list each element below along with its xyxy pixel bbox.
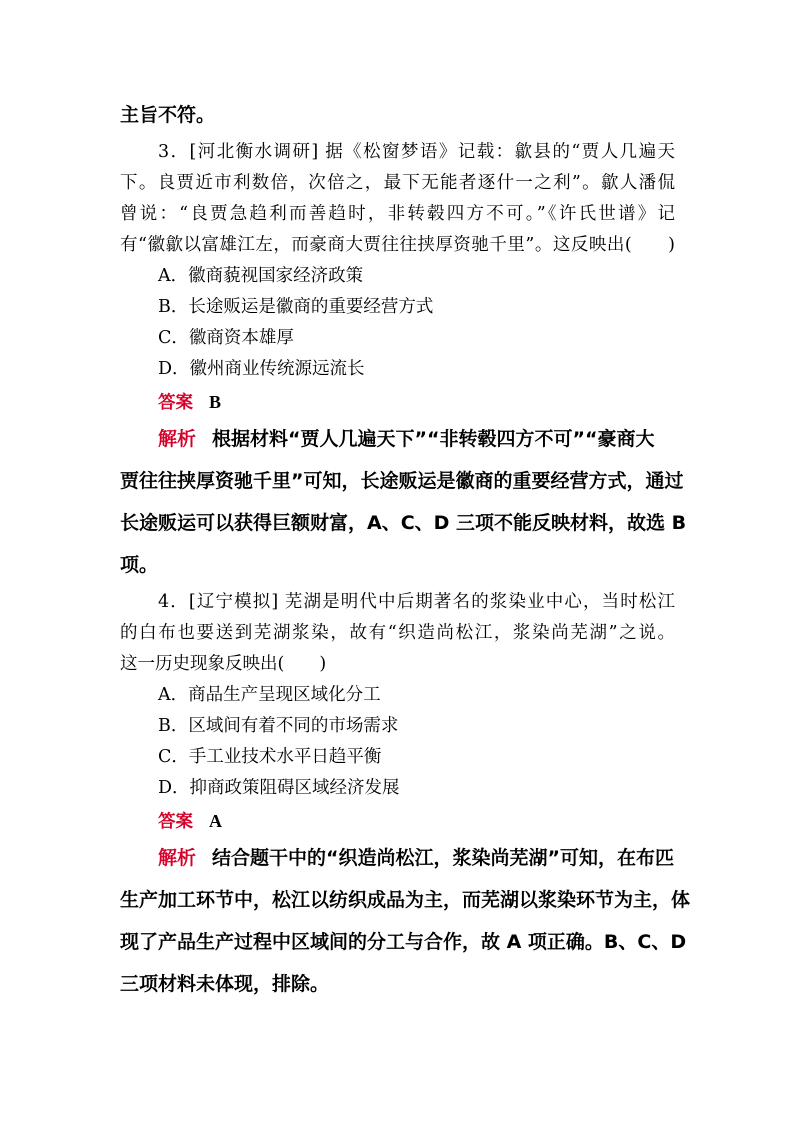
q4-option-a: A．商品生产呈现区域化分工 [158,685,381,705]
q3-analysis-line-1: 解析 根据材料“贾人几遍天下”“非转毂四方不可”“豪商大 [158,428,655,450]
q3-analysis-line-4: 项。 [120,554,159,576]
q4-analysis-line-1: 解析 结合题干中的“织造尚松江，浆染尚芜湖”可知，在布匹 [158,847,674,869]
q4-option-d: D．抑商政策阻碍区域经济发展 [158,778,400,798]
q3-stem-line-4: 有“徽歙以富雄江左，而豪商大贾往往挟厚资驰千里”。这反映出( ) [120,235,675,255]
q3-stem-line-3: 曾说：“良贾急趋利而善趋时，非转毂四方不可。”《许氏世谱》记 [120,204,675,224]
q3-option-c: C．徽商资本雄厚 [158,328,294,348]
q3-stem-line-1: 3．[河北衡水调研] 据《松窗梦语》记载：歙县的“贾人几遍天 [158,142,675,162]
q4-option-b: B．区域间有着不同的市场需求 [158,716,399,736]
analysis-label: 解析 [158,847,197,869]
q4-stem-line-2: 的白布也要送到芜湖浆染，故有“织造尚松江，浆染尚芜湖”之说。 [120,623,675,643]
q4-stem-line-3: 这一历史现象反映出( ) [120,654,327,674]
answer-value: B [209,392,222,412]
q3-analysis-line-3: 长途贩运可以获得巨额财富，A、C、D 三项不能反映材料，故选 B [120,512,687,534]
q3-option-b: B．长途贩运是徽商的重要经营方式 [158,297,434,317]
q3-stem-line-2: 下。良贾近市利数倍，次倍之，最下无能者逐什一之利”。歙人潘侃 [120,173,675,193]
answer-label: 答案 [158,812,193,832]
answer-value: A [209,811,222,831]
q4-option-c: C．手工业技术水平日趋平衡 [158,747,382,767]
previous-analysis-tail: 主旨不符。 [120,104,216,126]
q3-option-d: D．徽州商业传统源远流长 [158,359,365,379]
q3-analysis-line-2: 贾往往挟厚资驰千里”可知，长途贩运是徽商的重要经营方式，通过 [120,470,684,492]
q4-analysis-line-3: 现了产品生产过程中区域间的分工与合作，故 A 项正确。B、C、D [120,931,687,953]
q4-analysis-line-2: 生产加工环节中，松江以纺织成品为主，而芜湖以浆染环节为主，体 [120,889,691,911]
q4-answer [158,808,222,835]
q3-answer [158,389,221,416]
analysis-label: 解析 [158,428,197,450]
answer-label: 答案 [158,393,193,413]
q4-analysis-line-4: 三项材料未体现，排除。 [120,973,330,995]
q3-option-a: A．徽商藐视国家经济政策 [158,266,364,286]
q4-stem-line-1: 4．[辽宁模拟] 芜湖是明代中后期著名的浆染业中心，当时松江 [158,592,675,612]
